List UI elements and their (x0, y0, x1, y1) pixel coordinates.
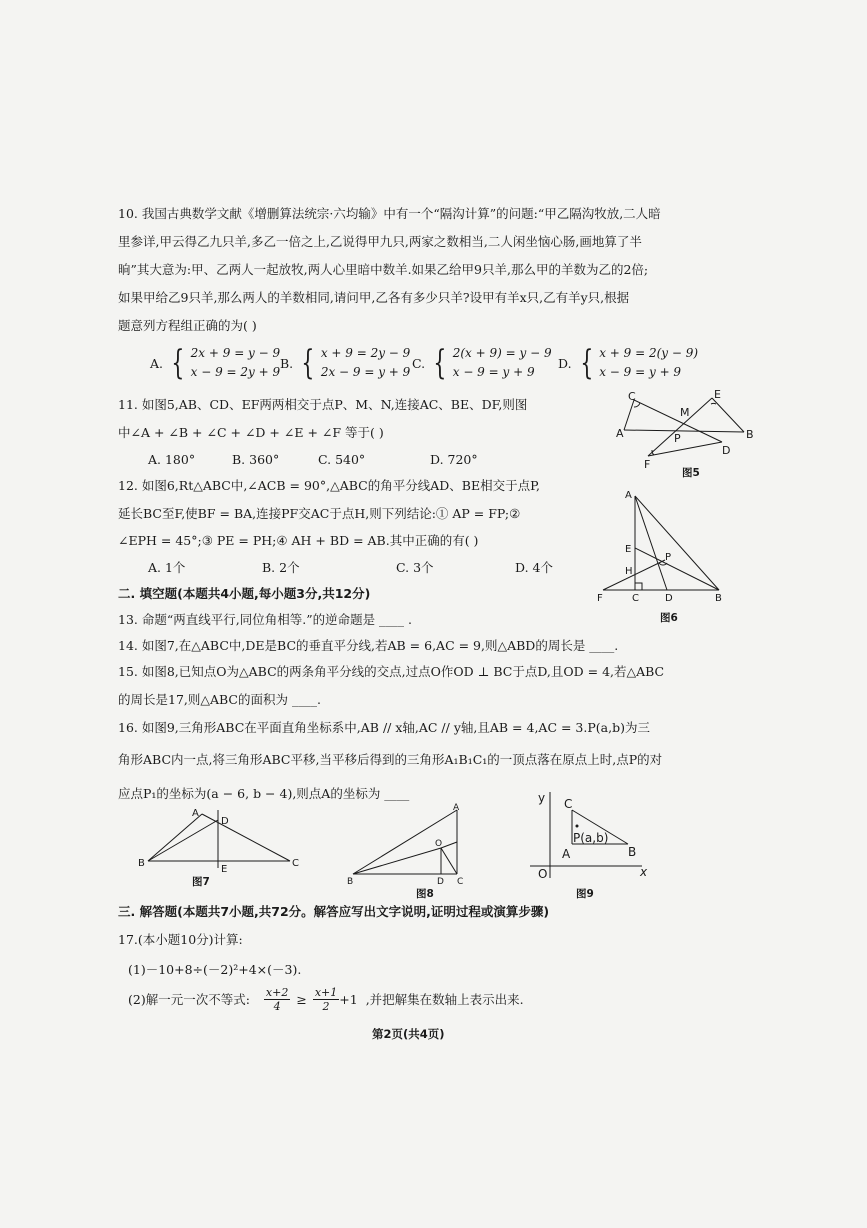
q10-option-d: D. { x + 9 = 2(y − 9) x − 9 = y + 9 (558, 343, 699, 383)
option-label: D. (558, 355, 572, 371)
equation: x + 9 = 2y − 9 (320, 346, 411, 360)
page-footer: 第2页(共4页) (372, 1027, 445, 1041)
q11-option-a: A. 180° (148, 452, 196, 467)
label-a: A (192, 808, 199, 819)
q10-line1: 10. 我国古典数学文献《增删算法统宗·六均输》中有一个“隔沟计算”的问题:“甲乙隔沟牧放,二人暗 (118, 206, 661, 221)
label-b: B (138, 858, 145, 869)
q12-line2: 延长BC至F,使BF = BA,连接PF交AC于点H,则下列结论:① AP = FP;② (118, 506, 521, 521)
fraction-left (264, 986, 290, 1013)
q16-line2: 角形ABC内一点,将三角形ABC平移,当平移后得到的三角形A₁B₁C₁的一顶点落在原点上时,点P的对 (118, 752, 663, 767)
figure-8 (345, 802, 475, 887)
figure-9-caption: 图9 (576, 888, 594, 900)
section-3-heading: 三. 解答题(本题共7小题,共72分。解答应写出文字说明,证明过程或演算步骤) (118, 904, 550, 919)
label-p: P(a,b) (573, 831, 609, 845)
label-b: B (628, 845, 637, 859)
q11-line1: 11. 如图5,AB、CD、EF两两相交于点P、M、N,连接AC、BE、DF,则图 (118, 397, 528, 412)
figure-6-caption: 图6 (660, 612, 678, 624)
label-o: O (435, 839, 443, 849)
label-b: B (715, 593, 722, 603)
label-d: D (722, 444, 731, 457)
q10-line3: 晌”其大意为:甲、乙两人一起放牧,两人心里暗中数羊.如果乙给甲9只羊,那么甲的羊数为乙的2倍; (118, 262, 649, 277)
q14: 14. 如图7,在△ABC中,DE是BC的垂直平分线,若AB = 6,AC = 9,则△ABD的周长是 ____. (118, 638, 619, 653)
label-a: A (453, 803, 460, 813)
q17-part1: (1)－10+8÷(－2)²+4×(－3). (128, 962, 302, 977)
figure-7-caption: 图7 (192, 876, 210, 888)
label-b: B (746, 428, 754, 441)
label-c: C (628, 390, 636, 403)
equation: x − 9 = y + 9 (452, 365, 535, 379)
label-e: E (714, 390, 721, 401)
option-label: C. (412, 355, 426, 371)
q12-option-d: D. 4个 (515, 560, 553, 575)
q15-line2: 的周长是17,则△ABC的面积为 ____. (118, 692, 321, 707)
q10-line4: 如果甲给乙9只羊,那么两人的羊数相同,请问甲,乙各有多少只羊?设甲有羊x只,乙有羊y只,根据 (118, 290, 630, 305)
q11-option-d: D. 720° (430, 452, 478, 467)
q11-line2: 中∠A + ∠B + ∠C + ∠D + ∠E + ∠F 等于( ) (118, 425, 384, 440)
label-h: H (625, 566, 633, 577)
q15-line1: 15. 如图8,已知点O为△ABC的两条角平分线的交点,过点O作OD ⊥ BC于点D,且OD = 4,若△ABC (118, 664, 665, 679)
label-e: E (221, 864, 228, 875)
plus-one: +1 (339, 992, 358, 1007)
section-2-heading: 二. 填空题(本题共4小题,每小题3分,共12分) (118, 586, 371, 601)
ge-sign: ≥ (296, 992, 307, 1007)
q11-option-b: B. 360° (232, 452, 280, 467)
label-c: C (292, 858, 299, 869)
label-a: A (562, 847, 571, 861)
label-o: O (538, 867, 548, 881)
label-e: E (625, 544, 632, 555)
figure-6 (595, 488, 730, 603)
denominator: 4 (273, 1000, 281, 1013)
numerator: x+1 (314, 986, 338, 999)
label-d: D (221, 816, 229, 827)
label-m: M (680, 406, 690, 419)
option-label: B. (280, 355, 294, 371)
q10-option-b: B. { x + 9 = 2y − 9 2x − 9 = y + 9 (280, 343, 411, 383)
q16-line1: 16. 如图9,三角形ABC在平面直角坐标系中,AB // x轴,AC // y轴,且AB = 4,AC = 3.P(a,b)为三 (118, 720, 650, 735)
q12-option-b: B. 2个 (262, 560, 300, 575)
q12-line3: ∠EPH = 45°;③ PE = PH;④ AH + BD = AB.其中正确的有( ) (118, 533, 479, 548)
equation: x − 9 = 2y + 9 (190, 365, 281, 379)
part2-prefix: (2)解一元一次不等式: (128, 992, 250, 1007)
equation: 2x + 9 = y − 9 (190, 346, 281, 360)
equation: x + 9 = 2(y − 9) (599, 346, 699, 360)
figure-9 (530, 786, 655, 886)
label-x: x (640, 865, 648, 879)
q10-option-c: C. { 2(x + 9) = y − 9 x − 9 = y + 9 (412, 343, 552, 383)
label-b: B (347, 877, 354, 887)
label-a: A (625, 490, 632, 501)
label-c: C (632, 593, 639, 603)
equation: 2(x + 9) = y − 9 (452, 346, 552, 360)
label-f: F (597, 593, 603, 603)
label-a: A (616, 427, 624, 440)
q16-line3: 应点P₁的坐标为(a − 6, b − 4),则点A的坐标为 ____ (118, 786, 410, 801)
label-p: P (674, 432, 681, 445)
label-d: D (437, 877, 444, 887)
numerator: x+2 (265, 986, 289, 999)
option-label: A. (150, 355, 164, 371)
label-f: F (644, 458, 651, 471)
q17-title: 17.(本小题10分)计算: (118, 932, 243, 947)
q10-line2: 里参详,甲云得乙九只羊,多乙一倍之上,乙说得甲九只,两家之数相当,二人闲坐恼心肠,画地算了半 (118, 234, 642, 249)
q11-option-c: C. 540° (318, 452, 366, 467)
part2-suffix: ,并把解集在数轴上表示出来. (365, 992, 524, 1007)
label-y: y (538, 791, 546, 805)
label-c: C (457, 877, 464, 887)
q13: 13. 命题“两直线平行,同位角相等.”的逆命题是 ____ . (118, 612, 413, 627)
q10-option-a: A. { 2x + 9 = y − 9 x − 9 = 2y + 9 (150, 343, 281, 383)
figure-5-caption: 图5 (682, 467, 700, 479)
label-c: C (564, 797, 573, 811)
figure-8-caption: 图8 (416, 888, 434, 900)
denominator: 2 (322, 1000, 330, 1013)
fraction-right (313, 986, 339, 1013)
equation: x − 9 = y + 9 (599, 365, 682, 379)
q17-part2 (128, 986, 524, 1013)
label-p: P (665, 552, 672, 563)
q12-option-a: A. 1个 (148, 560, 186, 575)
q10-line5: 题意列方程组正确的为( ) (118, 318, 257, 333)
q12-option-c: C. 3个 (396, 560, 434, 575)
label-d: D (665, 593, 673, 603)
q12-line1: 12. 如图6,Rt△ABC中,∠ACB = 90°,△ABC的角平分线AD、BE相交于点P, (118, 478, 540, 493)
figure-7 (138, 806, 308, 876)
point-p (576, 825, 579, 828)
equation: 2x − 9 = y + 9 (320, 365, 411, 379)
